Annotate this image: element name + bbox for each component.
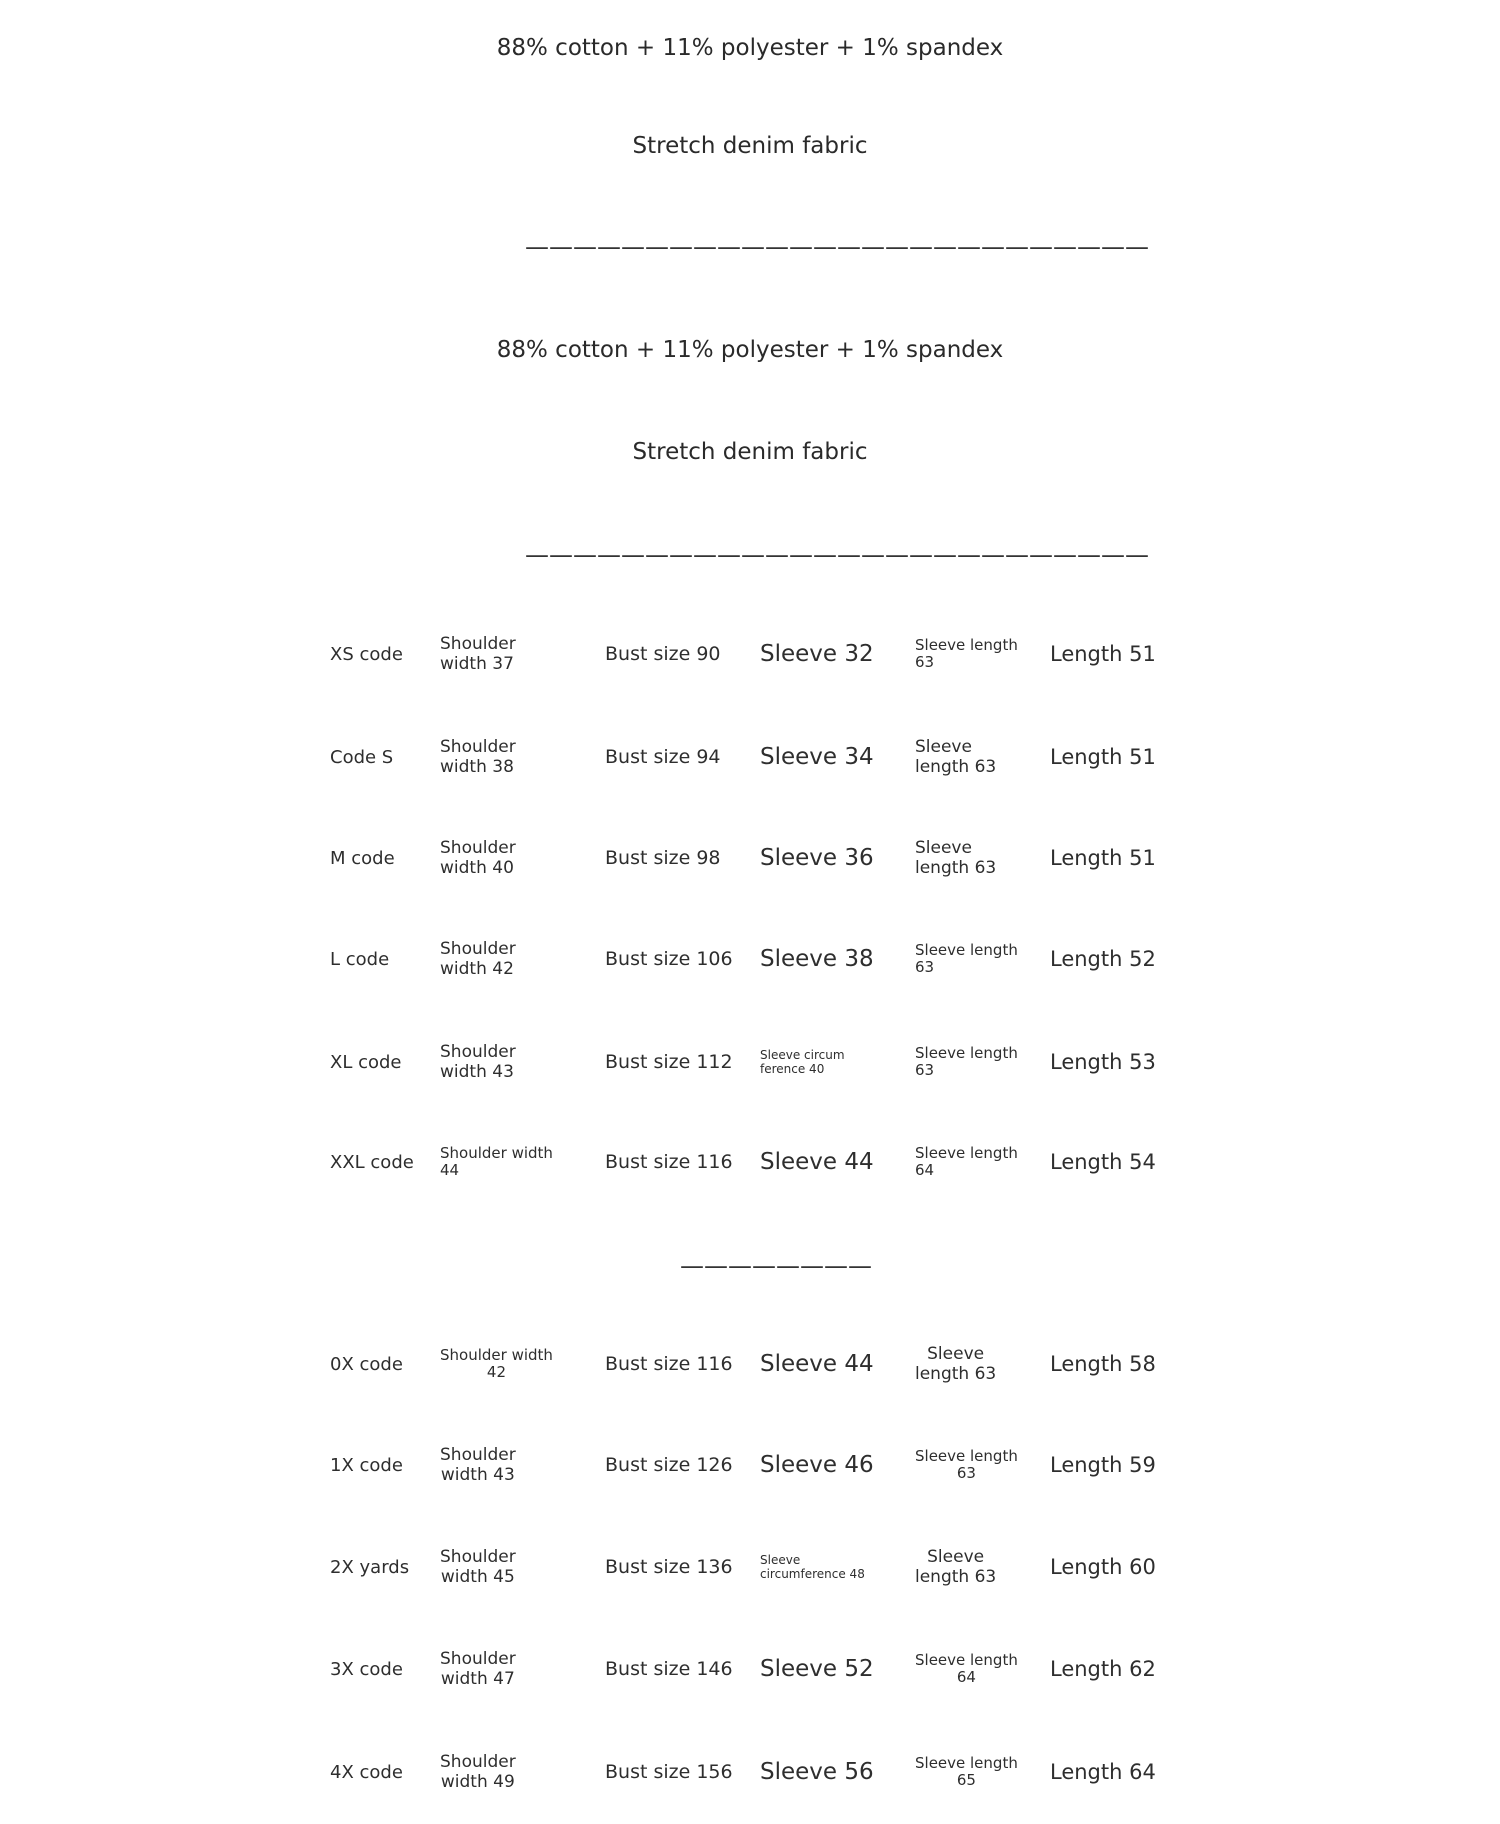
size-cell-shoulder: Shoulder width 45 bbox=[440, 1547, 516, 1587]
size-cell-bust: Bust size 146 bbox=[605, 1657, 733, 1680]
size-cell-sleeve: Sleeve 44 bbox=[760, 1351, 874, 1377]
size-cell-length: Length 52 bbox=[1050, 946, 1156, 971]
size-cell-length: Length 51 bbox=[1050, 845, 1156, 870]
size-cell-sleeve-length: Sleeve length 63 bbox=[915, 941, 1018, 976]
size-cell-sleeve-length: Sleeve length 63 bbox=[915, 1344, 997, 1384]
size-cell-bust: Bust size 90 bbox=[605, 642, 721, 665]
size-cell-sleeve: Sleeve 36 bbox=[760, 845, 874, 871]
size-cell-sleeve-length: Sleeve length 65 bbox=[915, 1754, 1018, 1789]
divider-short: ———————— bbox=[680, 1252, 872, 1280]
size-cell-length: Length 59 bbox=[1050, 1452, 1156, 1477]
size-cell-bust: Bust size 94 bbox=[605, 745, 721, 768]
size-cell-sleeve: Sleeve 44 bbox=[760, 1149, 874, 1175]
size-cell-size: L code bbox=[330, 948, 390, 970]
size-cell-length: Length 53 bbox=[1050, 1049, 1156, 1074]
size-cell-size: 2X yards bbox=[330, 1556, 410, 1578]
size-cell-shoulder: Shoulder width 49 bbox=[440, 1752, 516, 1792]
size-cell-sleeve: Sleeve 52 bbox=[760, 1656, 874, 1682]
size-cell-shoulder: Shoulder width 42 bbox=[440, 1346, 553, 1381]
size-cell-length: Length 58 bbox=[1050, 1351, 1156, 1376]
size-cell-shoulder: Shoulder width 43 bbox=[440, 1042, 516, 1082]
size-cell-sleeve-length: Sleeve length 64 bbox=[915, 1144, 1018, 1179]
size-cell-sleeve-length: Sleeve length 63 bbox=[915, 1547, 997, 1587]
size-cell-size: 3X code bbox=[330, 1658, 403, 1680]
size-cell-bust: Bust size 116 bbox=[605, 1352, 733, 1375]
size-cell-bust: Bust size 106 bbox=[605, 947, 733, 970]
size-cell-bust: Bust size 136 bbox=[605, 1555, 733, 1578]
size-cell-size: XL code bbox=[330, 1051, 402, 1073]
size-cell-size: XXL code bbox=[330, 1151, 414, 1173]
size-cell-sleeve-length: Sleeve length 63 bbox=[915, 838, 997, 878]
fabric-line-1: Stretch denim fabric bbox=[632, 133, 868, 159]
divider-line-2: —————————————————————————— bbox=[525, 541, 1149, 569]
size-cell-shoulder: Shoulder width 43 bbox=[440, 1445, 516, 1485]
size-cell-sleeve: Sleeve 38 bbox=[760, 946, 874, 972]
size-cell-length: Length 51 bbox=[1050, 744, 1156, 769]
size-cell-size: 0X code bbox=[330, 1353, 403, 1375]
size-cell-sleeve-length: Sleeve length 63 bbox=[915, 1044, 1018, 1079]
size-cell-size: 4X code bbox=[330, 1761, 403, 1783]
size-cell-shoulder: Shoulder width 37 bbox=[440, 634, 516, 674]
size-cell-bust: Bust size 112 bbox=[605, 1050, 733, 1073]
size-cell-sleeve: Sleeve circum ference 40 bbox=[760, 1048, 845, 1076]
size-cell-length: Length 62 bbox=[1050, 1656, 1156, 1681]
size-cell-size: M code bbox=[330, 847, 395, 869]
size-cell-bust: Bust size 126 bbox=[605, 1453, 733, 1476]
size-cell-shoulder: Shoulder width 42 bbox=[440, 939, 516, 979]
size-cell-length: Length 51 bbox=[1050, 641, 1156, 666]
fabric-line-2: Stretch denim fabric bbox=[632, 439, 868, 465]
size-cell-shoulder: Shoulder width 47 bbox=[440, 1649, 516, 1689]
size-cell-shoulder: Shoulder width 44 bbox=[440, 1144, 553, 1179]
size-cell-bust: Bust size 98 bbox=[605, 846, 721, 869]
composition-line-1: 88% cotton + 11% polyester + 1% spandex bbox=[496, 35, 1004, 61]
size-cell-sleeve-length: Sleeve length 63 bbox=[915, 737, 997, 777]
size-cell-bust: Bust size 116 bbox=[605, 1150, 733, 1173]
composition-line-2: 88% cotton + 11% polyester + 1% spandex bbox=[496, 337, 1004, 363]
size-cell-sleeve: Sleeve circumference 48 bbox=[760, 1553, 865, 1581]
size-cell-size: 1X code bbox=[330, 1454, 403, 1476]
size-cell-sleeve: Sleeve 32 bbox=[760, 641, 874, 667]
size-cell-size: Code S bbox=[330, 746, 394, 768]
size-cell-shoulder: Shoulder width 40 bbox=[440, 838, 516, 878]
size-cell-length: Length 60 bbox=[1050, 1554, 1156, 1579]
size-cell-sleeve-length: Sleeve length 64 bbox=[915, 1651, 1018, 1686]
size-cell-sleeve: Sleeve 56 bbox=[760, 1759, 874, 1785]
size-cell-sleeve-length: Sleeve length 63 bbox=[915, 1447, 1018, 1482]
size-cell-length: Length 64 bbox=[1050, 1759, 1156, 1784]
size-cell-sleeve-length: Sleeve length 63 bbox=[915, 636, 1018, 671]
size-cell-bust: Bust size 156 bbox=[605, 1760, 733, 1783]
size-cell-shoulder: Shoulder width 38 bbox=[440, 737, 516, 777]
size-cell-size: XS code bbox=[330, 643, 403, 665]
size-cell-length: Length 54 bbox=[1050, 1149, 1156, 1174]
size-cell-sleeve: Sleeve 46 bbox=[760, 1452, 874, 1478]
size-cell-sleeve: Sleeve 34 bbox=[760, 744, 874, 770]
divider-line-1: —————————————————————————— bbox=[525, 233, 1149, 261]
